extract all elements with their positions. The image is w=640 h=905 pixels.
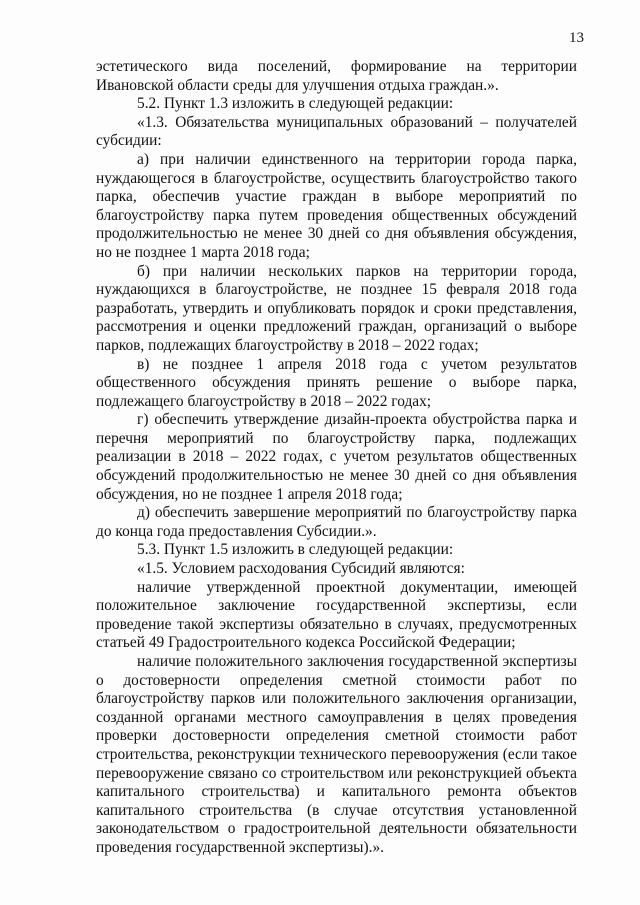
paragraph-intro-continuation: эстетического вида поселений, формирование на территории Ивановской области среды для улучшения отдыха граждан.».	[96, 58, 577, 94]
paragraph-5-3-heading: 5.3. Пункт 1.5 изложить в следующей редакции:	[137, 541, 454, 559]
paragraph-item-v: в) не позднее 1 апреля 2018 года с учетом результатов общественного обсуждения принять решение о выборе парка, подлежащего благоустройству в 2018 – 2022 годах;	[96, 355, 577, 410]
paragraph-item-a: а) при наличии единственного на территории города парка, нуждающегося в благоустройстве, осуществить благоустройство такого парка, обеспечив участие граждан в выборе мероприятий по благоустройству парка путем проведения общественных обсуждений продолжительностью не менее 30 дней со дня объявления обсуждения, но не позднее 1 марта 2018 года;	[96, 150, 577, 261]
document-body	[96, 58, 577, 858]
paragraph-item-g: г) обеспечить утверждение дизайн-проекта обустройства парка и перечня мероприятий по благоустройству парка, подлежащих реализации в 2018 – 2022 годах, с учетом результатов общественных обсуждений продолжительностью не менее 30 дней со дня объявления обсуждения, но не позднее 1 апреля 2018 года;	[96, 411, 577, 503]
paragraph-5-2-heading: 5.2. Пункт 1.3 изложить в следующей редакции:	[137, 95, 454, 113]
paragraph-1-5-heading: «1.5. Условием расходования Субсидий являются:	[137, 560, 465, 578]
paragraph-item-d: д) обеспечить завершение мероприятий по благоустройству парка до конца года предоставления Субсидии.».	[96, 504, 577, 540]
paragraph-item-b: б) при наличии нескольких парков на территории города, нуждающихся в благоустройстве, не позднее 15 февраля 2018 года разработать, утвердить и опубликовать порядок и сроки представления, рассмотрения и оценки предложений граждан, организаций о выборе парков, подлежащих благоустройству в 2018 – 2022 годах;	[96, 262, 577, 354]
paragraph-condition-1: наличие утвержденной проектной документации, имеющей положительное заключение государственной экспертизы, если проведение такой экспертизы обязательно в случаях, предусмотренных статьей 49 Градостроительного кодекса Российской Федерации;	[96, 578, 577, 652]
page-number: 13	[569, 30, 584, 46]
paragraph-condition-2: наличие положительного заключения государственной экспертизы о достоверности определения сметной стоимости работ по благоустройству парков или положительного заключения организации, созданной органами местного самоуправления в целях проведения проверки достоверности определения сметной стоимости работ строительства, реконструкции технического перевооружения (если такое перевооружение связано со строительством или реконструкцией объекта капитального строительства) и капитального ремонта объектов капитального строительства (в случае отсутствия установленной законодательством о градостроительной деятельности обязательности проведения государственной экспертизы).».	[96, 653, 577, 856]
paragraph-1-3-heading: «1.3. Обязательства муниципальных образований – получателей субсидии:	[96, 113, 577, 150]
